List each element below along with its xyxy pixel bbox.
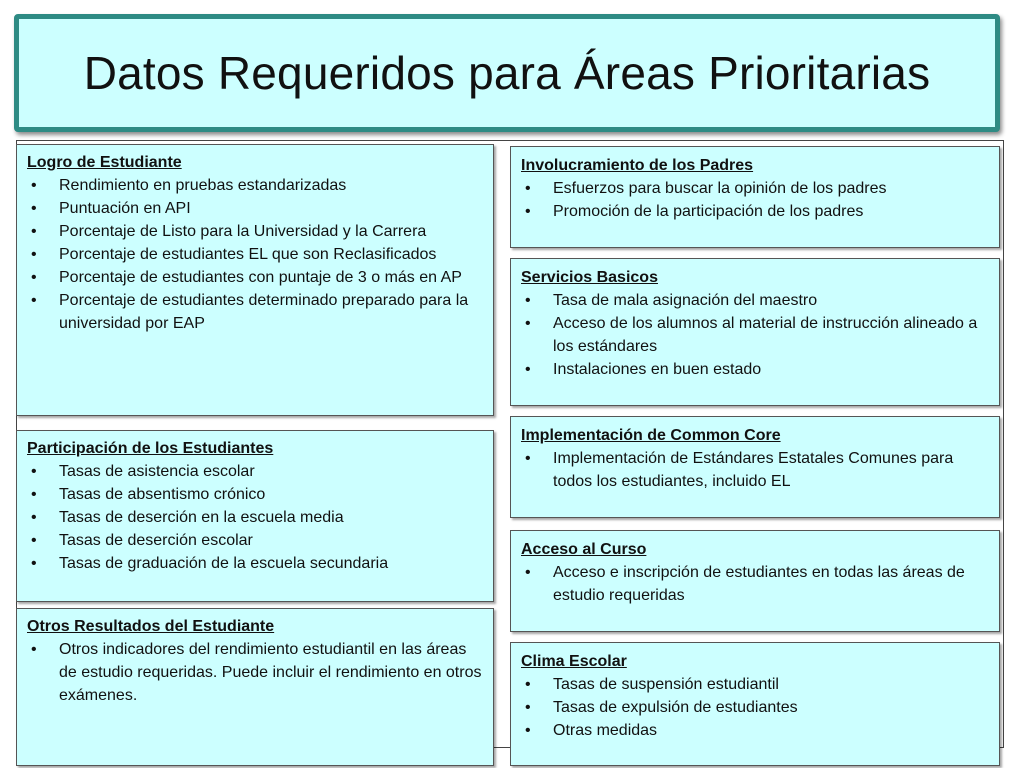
list-item: • Rendimiento en pruebas estandarizadas <box>27 174 483 197</box>
bullet-list <box>521 289 989 381</box>
list-item: • Porcentaje de estudiantes con puntaje de 3 o más en AP <box>27 266 483 289</box>
panel-heading: Clima Escolar <box>521 653 627 670</box>
list-item: • Otras medidas <box>521 719 989 742</box>
bullet-list <box>521 561 989 607</box>
panel-otros-resultados-del-estudiante <box>16 608 494 766</box>
list-item: • Tasas de asistencia escolar <box>27 460 483 483</box>
list-item: • Porcentaje de estudiantes EL que son Reclasificados <box>27 243 483 266</box>
list-item: • Tasas de absentismo crónico <box>27 483 483 506</box>
list-item: • Otros indicadores del rendimiento estudiantil en las áreas de estudio requeridas. Puede incluir el rendimiento en otros exámenes. <box>27 638 483 707</box>
page-title: Datos Requeridos para Áreas Prioritarias <box>83 47 931 99</box>
list-item: • Implementación de Estándares Estatales Comunes para todos los estudiantes, incluido EL <box>521 447 989 493</box>
bullet-list <box>27 174 483 335</box>
list-item: • Tasas de suspensión estudiantil <box>521 673 989 696</box>
bullet-list <box>521 673 989 742</box>
panel-implementacion-de-common-core <box>510 416 1000 518</box>
panel-heading: Logro de Estudiante <box>27 154 182 171</box>
panel-servicios-basicos <box>510 258 1000 406</box>
title-box <box>14 14 1000 132</box>
list-item: • Tasas de graduación de la escuela secundaria <box>27 552 483 575</box>
list-item: • Tasa de mala asignación del maestro <box>521 289 989 312</box>
list-item: • Porcentaje de Listo para la Universidad y la Carrera <box>27 220 483 243</box>
list-item: • Puntuación en API <box>27 197 483 220</box>
list-item: • Esfuerzos para buscar la opinión de los padres <box>521 177 989 200</box>
bullet-list <box>521 177 989 223</box>
panel-heading: Participación de los Estudiantes <box>27 440 274 457</box>
list-item: • Tasas de expulsión de estudiantes <box>521 696 989 719</box>
panel-heading: Acceso al Curso <box>521 541 647 558</box>
panel-heading: Involucramiento de los Padres <box>521 157 754 174</box>
list-item: • Acceso de los alumnos al material de instrucción alineado a los estándares <box>521 312 989 358</box>
list-item: • Porcentaje de estudiantes determinado preparado para la universidad por EAP <box>27 289 483 335</box>
panel-acceso-al-curso <box>510 530 1000 632</box>
list-item: • Instalaciones en buen estado <box>521 358 989 381</box>
panel-participacion-de-los-estudiantes <box>16 430 494 602</box>
list-item: • Tasas de deserción escolar <box>27 529 483 552</box>
panel-heading: Servicios Basicos <box>521 269 658 286</box>
bullet-list <box>27 638 483 707</box>
panel-heading: Implementación de Common Core <box>521 427 781 444</box>
bullet-list <box>521 447 989 493</box>
panel-heading: Otros Resultados del Estudiante <box>27 618 275 635</box>
panel-involucramiento-de-los-padres <box>510 146 1000 248</box>
list-item: • Promoción de la participación de los padres <box>521 200 989 223</box>
list-item: • Acceso e inscripción de estudiantes en todas las áreas de estudio requeridas <box>521 561 989 607</box>
panel-logro-de-estudiante <box>16 144 494 416</box>
list-item: • Tasas de deserción en la escuela media <box>27 506 483 529</box>
panel-clima-escolar <box>510 642 1000 766</box>
bullet-list <box>27 460 483 575</box>
